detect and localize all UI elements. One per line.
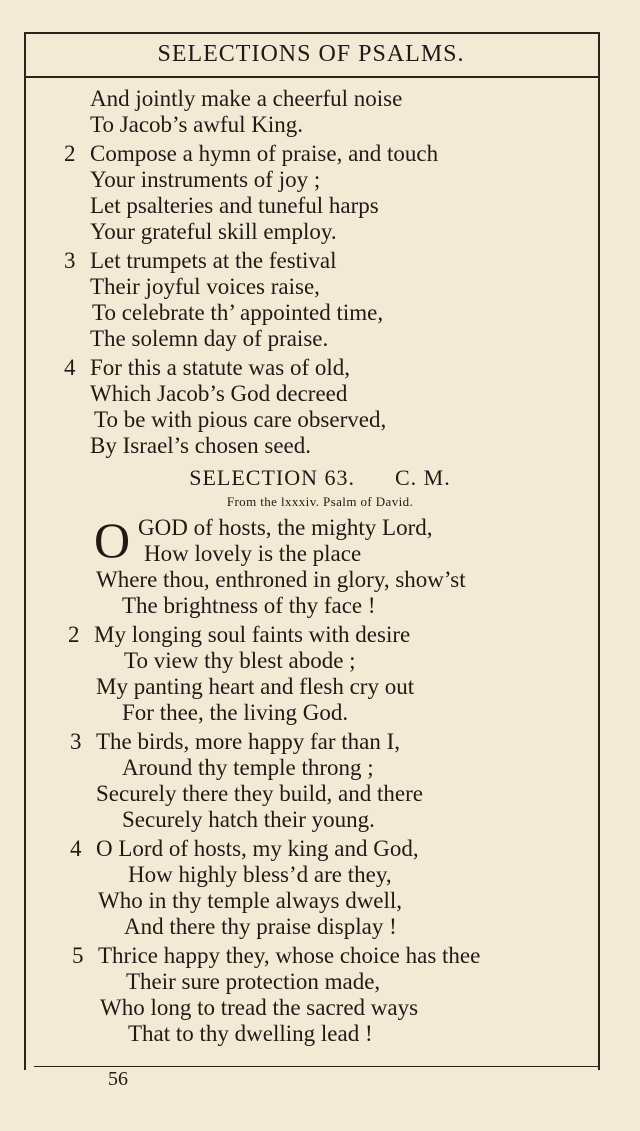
verse-line: To be with pious care observed,	[94, 407, 387, 432]
verse-line: 4 O Lord of hosts, my king and God,	[70, 836, 419, 861]
page-title: SELECTIONS OF PSALMS.	[24, 32, 598, 78]
verse-number: 4	[70, 836, 82, 861]
verse-line: For thee, the living God.	[122, 700, 349, 725]
verse-line: How lovely is the place	[144, 541, 362, 566]
verse-line: Securely hatch their young.	[122, 807, 375, 832]
verse-line: 4 For this a statute was of old,	[64, 355, 350, 380]
verse-line: Let psalteries and tuneful harps	[90, 193, 379, 218]
verse-line: Around thy temple throng ;	[122, 755, 374, 780]
page-content	[0, 86, 640, 1050]
verse-line: 5 Thrice happy they, whose choice has thee	[72, 943, 481, 968]
verse-line: And there thy praise display !	[124, 914, 397, 939]
verse-line: Who long to tread the sacred ways	[100, 995, 419, 1020]
prev-stanza-4	[0, 355, 640, 459]
selection-meter: C. M.	[395, 465, 451, 490]
page-number: 56	[108, 1068, 128, 1090]
verse-line: 2 My longing soul faints with desire	[68, 622, 411, 647]
verse-number: 4	[64, 355, 76, 380]
verse-line: O GOD of hosts, the mighty Lord,	[94, 512, 433, 568]
stanza-4	[0, 836, 640, 940]
selection-title: SELECTION 63. C. M.	[189, 465, 451, 490]
verse-line: 3 Let trumpets at the festival	[64, 248, 337, 273]
verse-line: Your instruments of joy ;	[90, 167, 321, 192]
verse-line: Which Jacob’s God decreed	[90, 381, 348, 406]
prev-stanza-2	[0, 141, 640, 245]
stanza-2	[0, 622, 640, 726]
prev-stanza-1	[0, 86, 640, 138]
verse-line: By Israel’s chosen seed.	[90, 433, 311, 458]
verse-line: To Jacob’s awful King.	[90, 112, 304, 137]
stanza-3	[0, 729, 640, 833]
prev-stanza-3	[0, 248, 640, 352]
verse-line: Their joyful voices raise,	[90, 274, 320, 299]
selection-source: From the lxxxiv. Psalm of David.	[226, 494, 414, 509]
verse-number: 5	[72, 943, 84, 968]
verse-line: That to thy dwelling lead !	[128, 1021, 373, 1046]
verse-line: To view thy blest abode ;	[124, 648, 356, 673]
verse-line: 2 Compose a hymn of praise, and touch	[64, 141, 439, 166]
drop-cap: O	[94, 512, 131, 568]
verse-line: My panting heart and flesh cry out	[96, 674, 415, 699]
verse-line: To celebrate th’ appointed time,	[92, 300, 384, 325]
verse-line: 3 The birds, more happy far than I,	[70, 729, 401, 754]
stanza-5	[0, 943, 640, 1047]
verse-line: Your grateful skill employ.	[90, 219, 337, 244]
verse-number: 2	[68, 622, 80, 647]
verse-line: The brightness of thy face !	[122, 593, 376, 618]
verse-line: And jointly make a cheerful noise	[90, 86, 403, 111]
verse-line: Where thou, enthroned in glory, show’st	[96, 567, 466, 592]
verse-number: 2	[64, 141, 76, 166]
verse-line: How highly bless’d are they,	[128, 862, 392, 887]
stanza-1	[0, 512, 640, 619]
verse-number: 3	[64, 248, 76, 273]
verse-number: 3	[70, 729, 82, 754]
bottom-rule	[34, 1066, 600, 1067]
verse-line: Their sure protection made,	[126, 969, 381, 994]
verse-line: Who in thy temple always dwell,	[98, 888, 403, 913]
verse-line: Securely there they build, and there	[96, 781, 423, 806]
verse-line: The solemn day of praise.	[90, 326, 329, 351]
